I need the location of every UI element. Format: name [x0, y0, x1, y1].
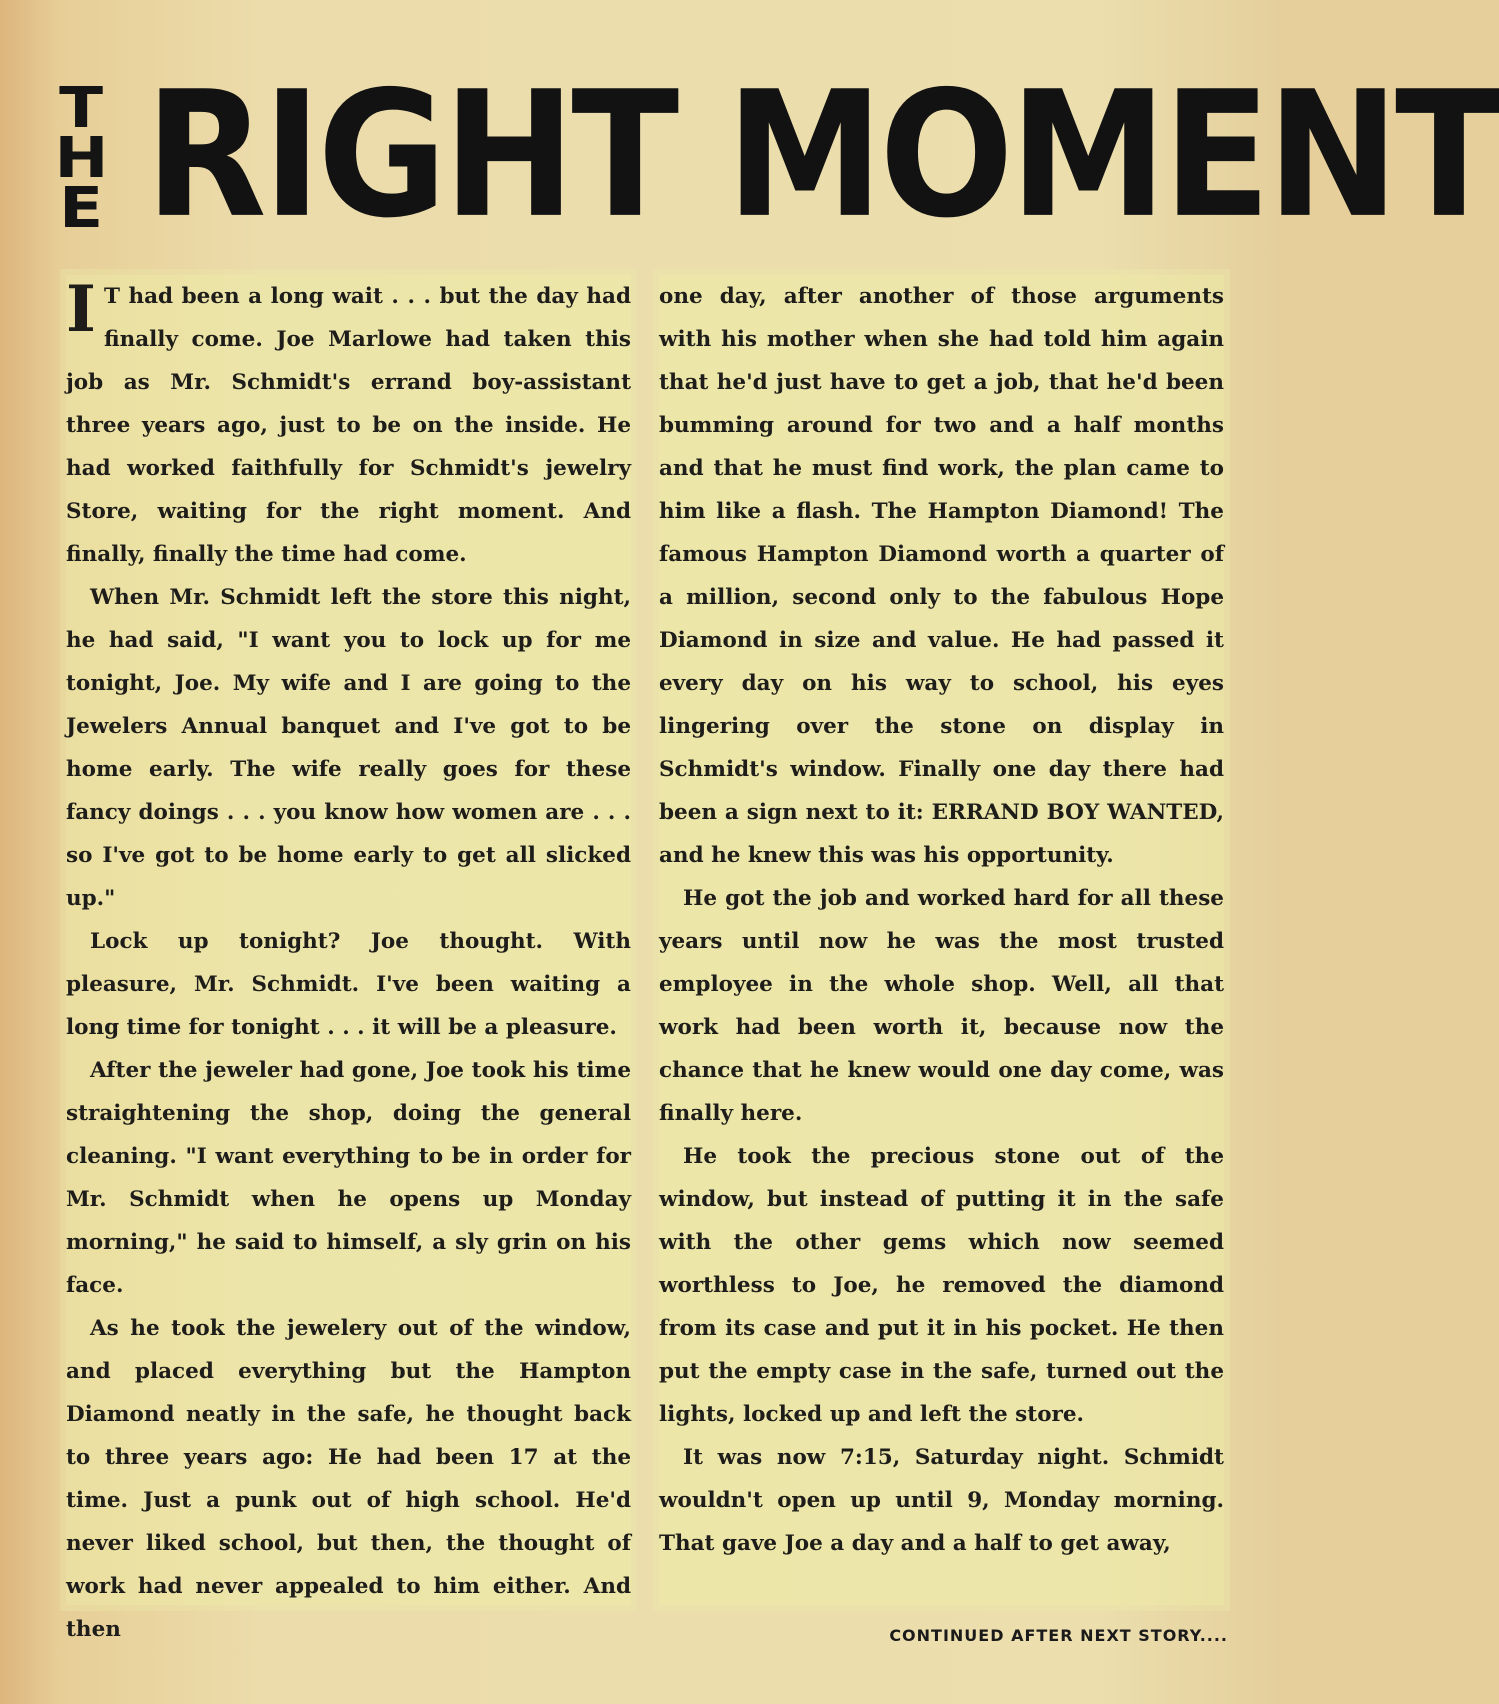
text-column-right [659, 275, 1224, 1605]
story-title [40, 20, 1499, 257]
title-right-moment: RIGHT MOMENT [145, 54, 1499, 257]
paragraph [66, 272, 631, 576]
paragraph: He took the precious stone out of the window, but instead of putting it in the safe with the other gems which now seemed worthless to Joe, he removed the diamond from its case and put it in his pocket. He then put the empty case in the safe, turned out the lights, locked up and left the store. [659, 1144, 1224, 1427]
continued-notice: CONTINUED AFTER NEXT STORY.... [889, 1626, 1228, 1645]
paragraph: one day, after another of those arguments with his mother when she had told him again that he'd just have to get a job, that he'd been bumming around for two and a half months and that he must find work, the plan came to him like a flash. The Hampton Diamond! The famous Hampton Diamond worth a quarter of a million, second only to the fabulous Hope Diamond in size and value. He had passed it every day on his way to school, his eyes lingering over the stone on display in Schmidt's window. Finally one day there had been a sign next to it: ERRAND BOY WANTED, and he knew this was his opportunity. [659, 284, 1224, 868]
paragraph-text: T had been a long wait . . . but the day had finally come. Joe Marlowe had taken this job as Mr. Schmidt's errand boy-assistant three years ago, just to be on the inside. He had worked faithfully for Schmidt's jewelry Store, waiting for the right moment. And finally, finally the time had come. [66, 284, 631, 567]
title-the-letter: E [58, 176, 103, 241]
text-column-left [66, 272, 631, 1642]
paragraph: He got the job and worked hard for all these years until now he was the most trusted employee in the whole shop. Well, all that work had been worth it, because now the chance that he knew would one day come, was finally here. [659, 886, 1224, 1126]
title-the-letter: T [59, 76, 103, 141]
title-the [54, 76, 108, 241]
title-the-letter: H [54, 126, 108, 191]
paragraph: After the jeweler had gone, Joe took his time straightening the shop, doing the general cleaning. "I want everything to be in order for Mr. Schmidt when he opens up Monday morning," he said to himself, a sly grin on his face. [66, 1058, 631, 1298]
paragraph: It was now 7:15, Saturday night. Schmidt wouldn't open up until 9, Monday morning. That gave Joe a day and a half to get away, [659, 1445, 1224, 1556]
paragraph: As he took the jewelery out of the window, and placed everything but the Hampton Diamond neatly in the safe, he thought back to three years ago: He had been 17 at the time. Just a punk out of high school. He'd never liked school, but then, the thought of work had never appealed to him either. And then [66, 1316, 631, 1642]
paragraph: Lock up tonight? Joe thought. With pleasure, Mr. Schmidt. I've been waiting a long time for tonight . . . it will be a pleasure. [66, 929, 631, 1040]
paragraph: When Mr. Schmidt left the store this night, he had said, "I want you to lock up for me tonight, Joe. My wife and I are going to the Jewelers Annual banquet and I've got to be home early. The wife really goes for these fancy doings . . . you know how women are . . . so I've got to be home early to get all slicked up." [66, 585, 631, 911]
drop-cap: I [66, 272, 96, 347]
